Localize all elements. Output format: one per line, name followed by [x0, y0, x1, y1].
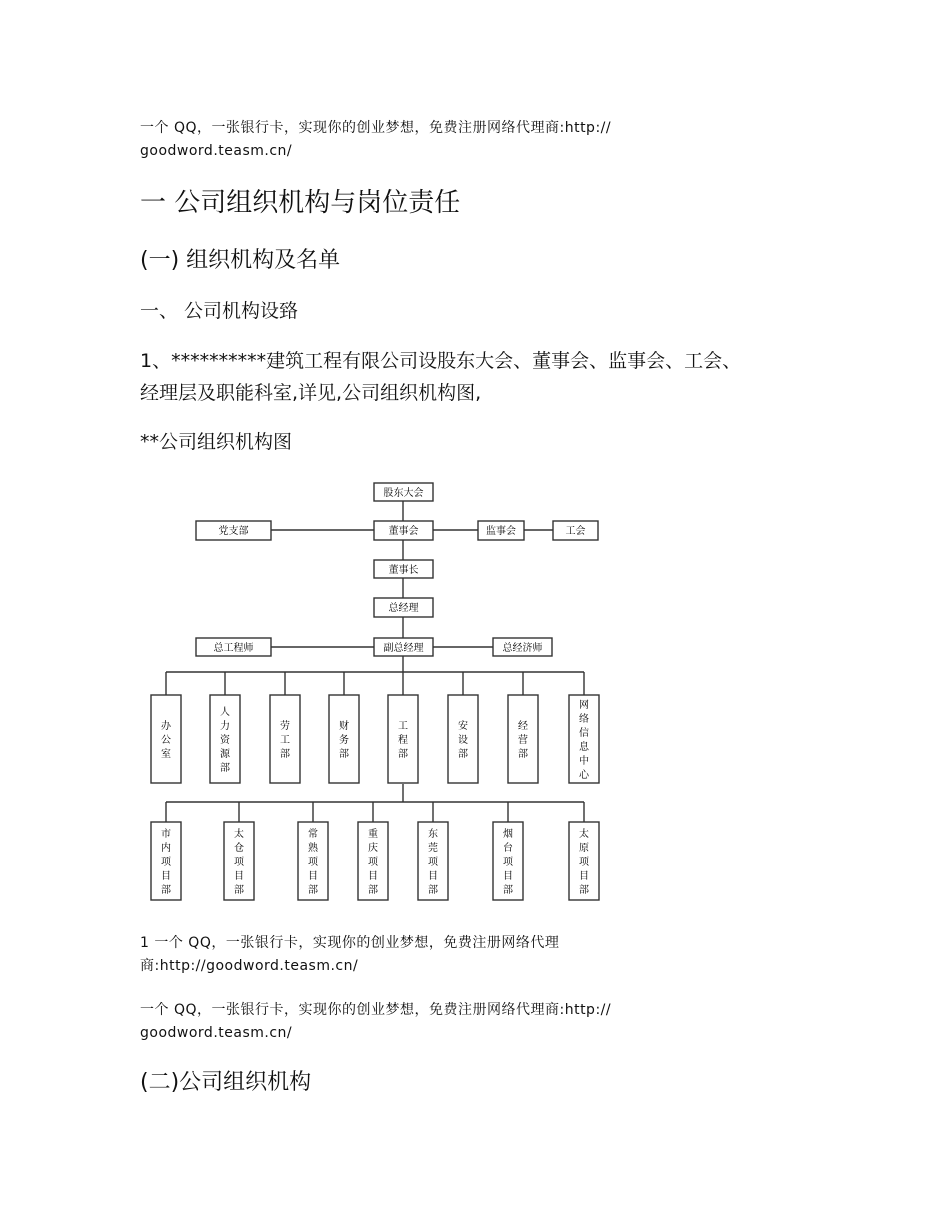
- project-node-char: 项: [428, 857, 438, 868]
- footer-note-2: [140, 999, 611, 1045]
- paragraph-line2: 经理层及职能科室,详见,公司组织机构图,: [140, 382, 482, 404]
- section-heading-1: (一) 组织机构及名单: [140, 248, 341, 273]
- dept-node-char: 部: [398, 749, 408, 760]
- project-node-char: 目: [368, 871, 378, 882]
- project-node-char: 内: [161, 843, 171, 854]
- dept-node-char: 办: [161, 721, 171, 732]
- node-gm-label: 总经理: [388, 603, 419, 614]
- footer-note-line2: 商:http://goodword.teasm.cn/: [140, 958, 359, 974]
- dept-node-char: 中: [579, 756, 589, 767]
- dept-node-char: 网: [579, 700, 589, 711]
- project-node: [224, 822, 254, 900]
- project-node-char: 部: [368, 885, 378, 896]
- dept-node-char: 财: [339, 721, 349, 732]
- dept-node-char: 人: [220, 707, 230, 718]
- node-party: [196, 521, 271, 540]
- project-node: [569, 822, 599, 900]
- dept-node-char: 心: [579, 770, 589, 781]
- intro-paragraph: [140, 345, 741, 409]
- project-node-char: 目: [428, 871, 438, 882]
- header-note: [140, 117, 611, 163]
- dept-node-char: 信: [579, 728, 589, 739]
- dept-node: [569, 695, 599, 783]
- dept-node: [388, 695, 418, 783]
- project-node-char: 部: [308, 885, 318, 896]
- dept-node-char: 公: [161, 735, 171, 746]
- department-nodes: [151, 695, 599, 783]
- project-node: [418, 822, 448, 900]
- dept-node-char: 程: [398, 735, 408, 746]
- project-node-char: 目: [503, 871, 513, 882]
- project-node-char: 烟: [503, 829, 513, 840]
- dept-node: [329, 695, 359, 783]
- project-node: [493, 822, 523, 900]
- project-node-char: 常: [308, 829, 318, 840]
- footer-note-line1: 1 一个 QQ，一张银行卡，实现你的创业梦想，免费注册网络代理: [140, 935, 560, 951]
- project-node-char: 市: [161, 829, 171, 840]
- dept-node-char: 营: [518, 735, 528, 746]
- dept-node: [508, 695, 538, 783]
- header-note-line2: goodword.teasm.cn/: [140, 143, 293, 159]
- node-supervisors-label: 监事会: [486, 526, 516, 537]
- project-node-char: 原: [579, 843, 589, 854]
- dept-node-char: 经: [518, 721, 528, 732]
- project-node-char: 熟: [308, 843, 318, 854]
- project-node-char: 项: [161, 857, 171, 868]
- dept-node: [448, 695, 478, 783]
- dept-node-char: 部: [339, 749, 349, 760]
- project-node-char: 部: [234, 885, 244, 896]
- project-node-char: 部: [503, 885, 513, 896]
- dept-node-char: 室: [161, 749, 171, 760]
- project-node: [298, 822, 328, 900]
- project-node-char: 太: [234, 829, 244, 840]
- node-board: [374, 521, 433, 540]
- project-node-char: 项: [234, 857, 244, 868]
- project-node-char: 莞: [428, 843, 438, 854]
- dept-node: [270, 695, 300, 783]
- header-note-line1: 一个 QQ，一张银行卡，实现你的创业梦想，免费注册网络代理商:http://: [140, 120, 612, 136]
- chart-caption: **公司组织机构图: [140, 431, 293, 453]
- node-union: [553, 521, 598, 540]
- node-chief-engineer-label: 总工程师: [213, 643, 254, 654]
- project-node-char: 目: [308, 871, 318, 882]
- node-gm: [374, 598, 433, 617]
- node-chief-economist-label: 总经济师: [502, 643, 543, 654]
- node-party-label: 党支部: [218, 526, 249, 537]
- page-title: 一 公司组织机构与岗位责任: [140, 188, 461, 218]
- node-deputy-gm: [374, 638, 433, 656]
- project-node-char: 部: [579, 885, 589, 896]
- subsection-heading-1: 一、 公司机构设臵: [140, 300, 299, 322]
- project-node-char: 项: [579, 857, 589, 868]
- dept-node-char: 资: [220, 735, 230, 746]
- project-node-char: 项: [503, 857, 513, 868]
- node-deputy-gm-label: 副总经理: [383, 643, 424, 654]
- dept-node-char: 部: [220, 763, 230, 774]
- dept-node-char: 工: [398, 721, 408, 732]
- node-top: [374, 483, 433, 501]
- node-union-label: 工会: [565, 526, 586, 537]
- project-node-char: 项: [308, 857, 318, 868]
- project-node: [358, 822, 388, 900]
- dept-node-char: 息: [579, 742, 589, 753]
- project-node-char: 太: [579, 829, 589, 840]
- project-node-char: 庆: [368, 843, 378, 854]
- project-node-char: 目: [161, 871, 171, 882]
- dept-node-char: 部: [518, 749, 528, 760]
- footer-note-2-line2: goodword.teasm.cn/: [140, 1025, 293, 1041]
- project-node-char: 部: [161, 885, 171, 896]
- dept-node: [151, 695, 181, 783]
- project-nodes: [151, 822, 599, 900]
- node-chief-engineer: [196, 638, 271, 656]
- paragraph-line1: 1、**********建筑工程有限公司设股东大会、董事会、监事会、工会、: [140, 350, 742, 372]
- node-chairman: [374, 560, 433, 578]
- dept-node: [210, 695, 240, 783]
- project-node-char: 重: [368, 829, 378, 840]
- dept-node-char: 部: [458, 749, 468, 760]
- project-node-char: 东: [428, 829, 438, 840]
- footer-note-2-line1: 一个 QQ，一张银行卡，实现你的创业梦想，免费注册网络代理商:http://: [140, 1002, 612, 1018]
- dept-node-char: 务: [339, 735, 349, 746]
- project-node: [151, 822, 181, 900]
- project-node-char: 部: [428, 885, 438, 896]
- project-node-char: 项: [368, 857, 378, 868]
- dept-node-char: 部: [280, 749, 290, 760]
- section-heading-2: (二)公司组织机构: [140, 1070, 312, 1095]
- node-board-label: 董事会: [388, 526, 419, 537]
- org-chart: [140, 475, 620, 905]
- project-node-char: 台: [503, 843, 513, 854]
- dept-node-char: 安: [458, 721, 468, 732]
- dept-node-char: 络: [579, 714, 589, 725]
- dept-node-char: 设: [458, 735, 468, 746]
- node-chief-economist: [493, 638, 552, 656]
- project-node-char: 目: [234, 871, 244, 882]
- node-top-label: 股东大会: [383, 488, 424, 499]
- dept-node-char: 源: [220, 749, 230, 760]
- dept-node-char: 工: [280, 735, 290, 746]
- node-supervisors: [478, 521, 524, 540]
- project-node-char: 目: [579, 871, 589, 882]
- project-node-char: 仓: [234, 843, 244, 854]
- footer-note: [140, 932, 559, 978]
- dept-node-char: 劳: [280, 721, 290, 732]
- dept-node-char: 力: [220, 721, 230, 732]
- node-chairman-label: 董事长: [388, 565, 419, 576]
